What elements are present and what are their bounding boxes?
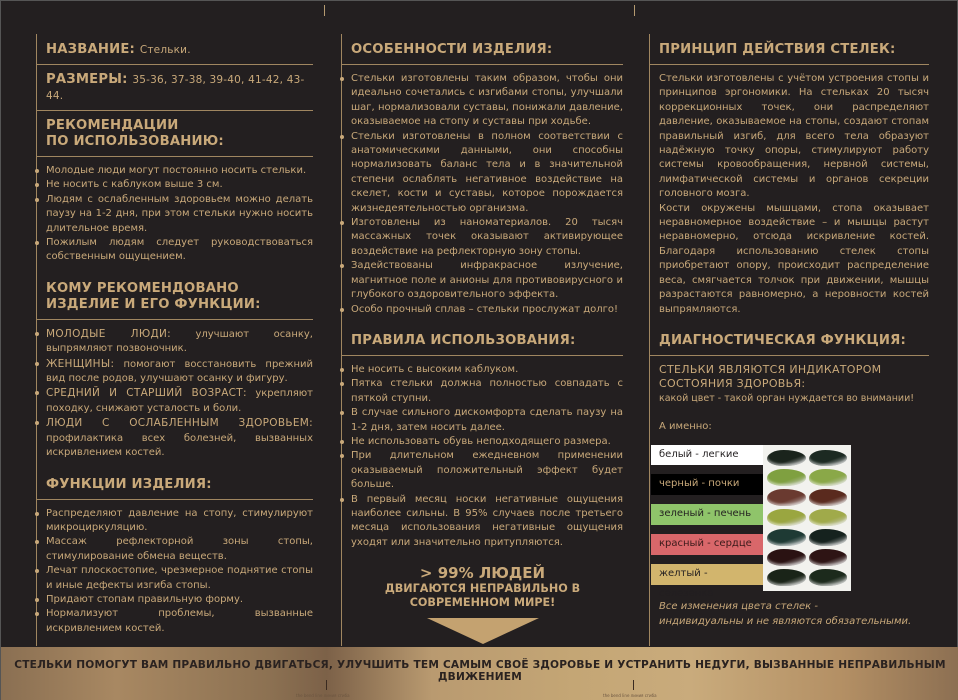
recommendations-list — [37, 164, 313, 265]
list-item: Массаж рефлекторной зоны стопы, стимулирование обмена веществ. — [46, 535, 313, 564]
list-item: Стельки изготовлены в полном соответствии с анатомическими данными, они способны нормализовать баланс тела и в значительной степени ослаблять негативное воздействие на скелет, кости и суставы, которое порождается жизнедеятельностью организма. — [351, 130, 623, 216]
insole-sample — [809, 529, 848, 546]
insole-sample — [809, 509, 848, 526]
product-sizes: РАЗМЕРЫ: 35-36, 37-38, 39-40, 41-42, 43-44. — [46, 72, 305, 102]
audience-heading: КОМУ РЕКОМЕНДОВАНО ИЗДЕЛИЕ И ЕГО ФУНКЦИИ: — [46, 280, 261, 312]
divider — [37, 110, 313, 111]
color-indicator-chart — [651, 445, 851, 600]
down-arrow-icon — [427, 618, 539, 644]
color-label-green: зеленый - печень — [651, 504, 763, 525]
insole-sample — [767, 529, 806, 546]
insole-sample — [809, 450, 848, 467]
insole-sample — [767, 489, 806, 506]
list-item: В случае сильного дискомфорта сделать паузу на 1-2 дня, затем носить далее. — [351, 406, 623, 435]
divider — [37, 499, 313, 500]
divider — [650, 64, 929, 65]
insole-sample — [767, 509, 806, 526]
audience-list — [37, 327, 313, 461]
insole-sample — [809, 569, 848, 586]
functions-heading: ФУНКЦИИ ИЗДЕЛИЯ: — [46, 476, 212, 492]
list-item: Людям с ослабленным здоровьем можно делать паузу на 1-2 дня, при этом стельки нужно носить длительное время. — [46, 193, 313, 236]
principle-heading: ПРИНЦИП ДЕЙСТВИЯ СТЕЛЕК: — [659, 42, 896, 57]
column-features — [341, 34, 623, 646]
footer-slogan: СТЕЛЬКИ ПОМОГУТ ВАМ ПРАВИЛЬНО ДВИГАТЬСЯ, УЛУЧШИТЬ ТЕМ САМЫМ СВОЁ ЗДОРОВЬЕ И УСТРАНИТЬ НЕДУГИ, ВЫЗВАННЫЕ НЕПРАВИЛЬНЫМ ДВИЖЕНИЕМ — [14, 659, 946, 683]
list-item: Задействованы инфракрасное излучение, магнитное поле и анионы для противовирусного и глубокого оздоровительного эффекта. — [351, 259, 623, 302]
list-item: Пятка стельки должна полностью совпадать с пяткой ступни. — [351, 377, 623, 406]
list-item: Изготовлены из наноматериалов. 20 тысяч массажных точек оказывают активирующее воздействие на рефлекторную зону стопы. — [351, 216, 623, 259]
recommendations-heading: РЕКОМЕНДАЦИИ ПО ИСПОЛЬЗОВАНИЮ: — [46, 118, 224, 149]
list-item: СРЕДНИЙ И СТАРШИЙ ВОЗРАСТ: укрепляют походку, снижают усталость и боли. — [46, 386, 313, 416]
list-item: Придают стопам правильную форму. — [46, 593, 313, 607]
color-label-white: белый - легкие — [651, 445, 763, 466]
list-item: Нормализуют проблемы, вызванные искривлением костей. — [46, 607, 313, 636]
features-heading: ОСОБЕННОСТИ ИЗДЕЛИЯ: — [351, 42, 553, 57]
insole-sample — [767, 569, 806, 586]
insole-sample — [767, 469, 806, 486]
functions-list — [37, 507, 313, 637]
rules-heading: ПРАВИЛА ИСПОЛЬЗОВАНИЯ: — [351, 332, 576, 348]
list-item: Особо прочный сплав – стельки прослужат долго! — [351, 303, 623, 317]
diagnostic-heading: ДИАГНОСТИЧЕСКАЯ ФУНКЦИЯ: — [659, 332, 906, 348]
principle-text: Стельки изготовлены с учётом устроения стопы и принципов эргономики. На стельках 20 тысяч коррекционных точек, они распределяют давление, оказываемое на стопы, создают стопам правильный изгиб, для всего тела образуют надёжную точку опоры, стимулируют работу системы кровообращения, нервной системы, лимфатической системы и органов секреции головного мозга. Кости окружены мышцами, стопа оказывает неравномерное воздействие – и мышцы растут неравномерно, отсюда искривление костей. Благодаря использованию стелек стопы приобретают опору, происходит распределение веса, смягчается толчок при движении, мышцы разрастаются равномерно, а неровности костей выпрямляются. — [659, 73, 929, 315]
bend-line-label: the bend line линия сгиба — [603, 693, 657, 698]
list-item: В первый месяц носки негативные ощущения наиболее сильны. В 95% случаев после третьего месяца использования негативные ощущения уходят или значительно притупляются. — [351, 493, 623, 551]
column-product-info — [36, 34, 313, 646]
insole-color-samples-image — [763, 445, 851, 591]
list-item: Пожилым людям следует руководствоваться собственным ощущением. — [46, 236, 313, 265]
insole-sample — [767, 549, 806, 566]
bend-line-label: the bend line линия сгиба — [296, 693, 350, 698]
fold-mark — [634, 5, 635, 16]
divider — [37, 319, 313, 320]
features-list — [342, 72, 623, 317]
list-item: Не носить с каблуком выше 3 см. — [46, 178, 313, 192]
divider — [37, 64, 313, 65]
insole-sample — [809, 469, 848, 486]
fold-mark — [324, 5, 325, 16]
divider — [650, 355, 929, 356]
insole-sample — [809, 549, 848, 566]
statistic-callout: > 99% ЛЮДЕЙ ДВИГАЮТСЯ НЕПРАВИЛЬНО В СОВРЕМЕННОМ МИРЕ! — [342, 564, 623, 644]
column-principle — [649, 34, 929, 646]
list-item: Молодые люди могут постоянно носить стельки. — [46, 164, 313, 178]
insole-sample — [809, 489, 848, 506]
list-item: Не носить с высоким каблуком. — [351, 363, 623, 377]
footer-banner — [1, 647, 958, 700]
list-item: При длительном ежедневном применении оказываемый положительный эффект будет больше. — [351, 449, 623, 492]
insole-sample — [767, 450, 806, 467]
list-item: Стельки изготовлены таким образом, чтобы они идеально сочетались с изгибами стопы, улучшали шаг, нормализовали суставы, понижали давление, оказываемое на стопу и суставы при ходьбе. — [351, 72, 623, 130]
list-item: МОЛОДЫЕ ЛЮДИ: улучшают осанку, выпрямляют позвоночник. — [46, 327, 313, 357]
list-item: ЖЕНЩИНЫ: помогают восстановить прежний вид после родов, улучшают осанку и фигуру. — [46, 357, 313, 387]
divider — [342, 355, 623, 356]
list-item: Распределяют давление на стопу, стимулируют микроциркуляцию. — [46, 507, 313, 536]
diagnostic-text: СТЕЛЬКИ ЯВЛЯЮТСЯ ИНДИКАТОРОМ СОСТОЯНИЯ ЗДОРОВЬЯ: какой цвет - такой орган нуждается во внимании! А именно: — [659, 362, 915, 433]
rules-list — [342, 363, 623, 550]
divider — [37, 156, 313, 157]
product-name: НАЗВАНИЕ: Стельки. — [46, 42, 191, 57]
color-label-black: черный - почки — [651, 474, 763, 495]
list-item: Не использовать обувь неподходящего размера. — [351, 435, 623, 449]
list-item: Лечат плоскостопие, чрезмерное поднятие стопы и иные дефекты изгиба стопы. — [46, 564, 313, 593]
color-note: Все изменения цвета стелек - индивидуальны и не являются обязательными. — [659, 600, 912, 627]
color-label-red: красный - сердце — [651, 534, 763, 555]
list-item: ЛЮДИ С ОСЛАБЛЕННЫМ ЗДОРОВЬЕМ: профилактика всех болезней, вызванных искривлением костей. — [46, 416, 313, 460]
divider — [342, 64, 623, 65]
color-label-yellow: желтый - селезенка — [651, 564, 763, 585]
